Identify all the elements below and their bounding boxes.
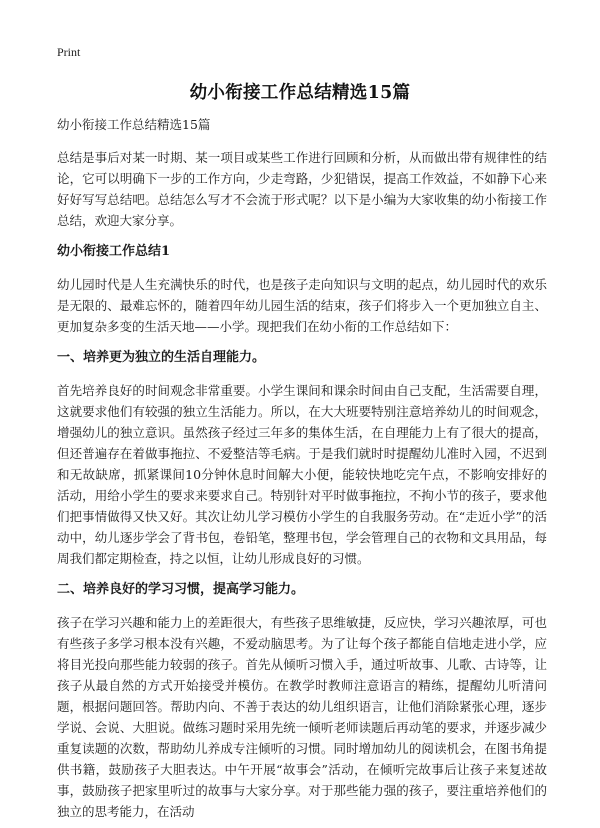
point-2-paragraph: 孩子在学习兴趣和能力上的差距很大，有些孩子思维敏捷，反应快，学习兴趣浓厚，可也有些孩子多学习根本没有兴趣，不爱动脑思考。为了让每个孩子都能自信地走进小学，应将目光投向那些能力较弱的孩子。首先从倾听习惯入手，通过听故事、儿歌、古诗等，让孩子从最自然的方式开始接受并模仿。在教学时教师注意语言的精练，提醒幼儿听清问题，根据问题回答。帮助内向、不善于表达的幼儿组织语言，让他们消除紧张心理，逐步学说、会说、大胆说。做练习题时采用先统一倾听老师读题后再动笔的要求，并逐步减少重复读题的次数，帮助幼儿养成专注倾听的习惯。同时增加幼儿的阅读机会，在图书角提供书籍，鼓励孩子大胆表达。中午开展“故事会”活动，在倾听完故事后让孩子来复述故事，鼓励孩子把家里听过的故事与大家分享。对于那些能力强的孩子，要注重培养他们的独立的思考能力，在活动 <box>57 615 547 819</box>
point-1-paragraph: 首先培养良好的时间观念非常重要。小学生课间和课余时间由自己支配，生活需要自理，这就要求他们有较强的独立生活能力。所以，在大大班要特别注意培养幼儿的时间观念，增强幼儿的独立意识。虽然孩子经过三年多的集体生活，在自理能力上有了很大的提高，但还普遍存在着做事拖拉、不爱整洁等毛病。于是我们就时时提醒幼儿准时入园，不迟到和无故缺席，抓紧课间10分钟休息时间解大小便，能较快地吃完午点，不影响安排好的活动，用给小学生的要求来要求自己。特别针对平时做事拖拉，不拘小节的孩子，要求他们把事情做得又快又好。其次让幼儿学习模仿小学生的自我服务劳动。在“走近小学”的活动中，幼儿逐步学会了背书包，卷铅笔，整理书包，学会管理自己的衣物和文具用品，每周我们都定期检查，持之以恒，让幼儿形成良好的习惯。 <box>57 383 547 566</box>
print-label[interactable]: Print <box>57 45 81 59</box>
document-body <box>57 116 547 828</box>
document-title: 幼小衔接工作总结精选15篇 <box>189 83 411 103</box>
section-1-heading: 幼小衔接工作总结1 <box>57 244 171 259</box>
point-2-heading: 二、培养良好的学习习惯，提高学习能力。 <box>57 582 305 597</box>
intro-paragraph: 总结是事后对某一时期、某一项目或某些工作进行回顾和分析，从而做出带有规律性的结论，它可以明确下一步的工作方向，少走弯路，少犯错误，提高工作效益，不如静下心来好好写写总结吧。总结怎么写才不会流于形式呢？以下是小编为大家收集的幼小衔接工作总结，欢迎大家分享。 <box>57 150 547 228</box>
document-subtitle: 幼小衔接工作总结精选15篇 <box>57 117 211 132</box>
point-1-heading: 一、培养更为独立的生活自理能力。 <box>57 350 266 365</box>
section-1-paragraph: 幼儿园时代是人生充满快乐的时代，也是孩子走向知识与文明的起点，幼儿园时代的欢乐是无限的、最难忘怀的，随着四年幼儿园生活的结束，孩子们将步入一个更加独立自主、更加复杂多变的生活天地——小学。现把我们在幼小衔的工作总结如下： <box>57 277 547 334</box>
